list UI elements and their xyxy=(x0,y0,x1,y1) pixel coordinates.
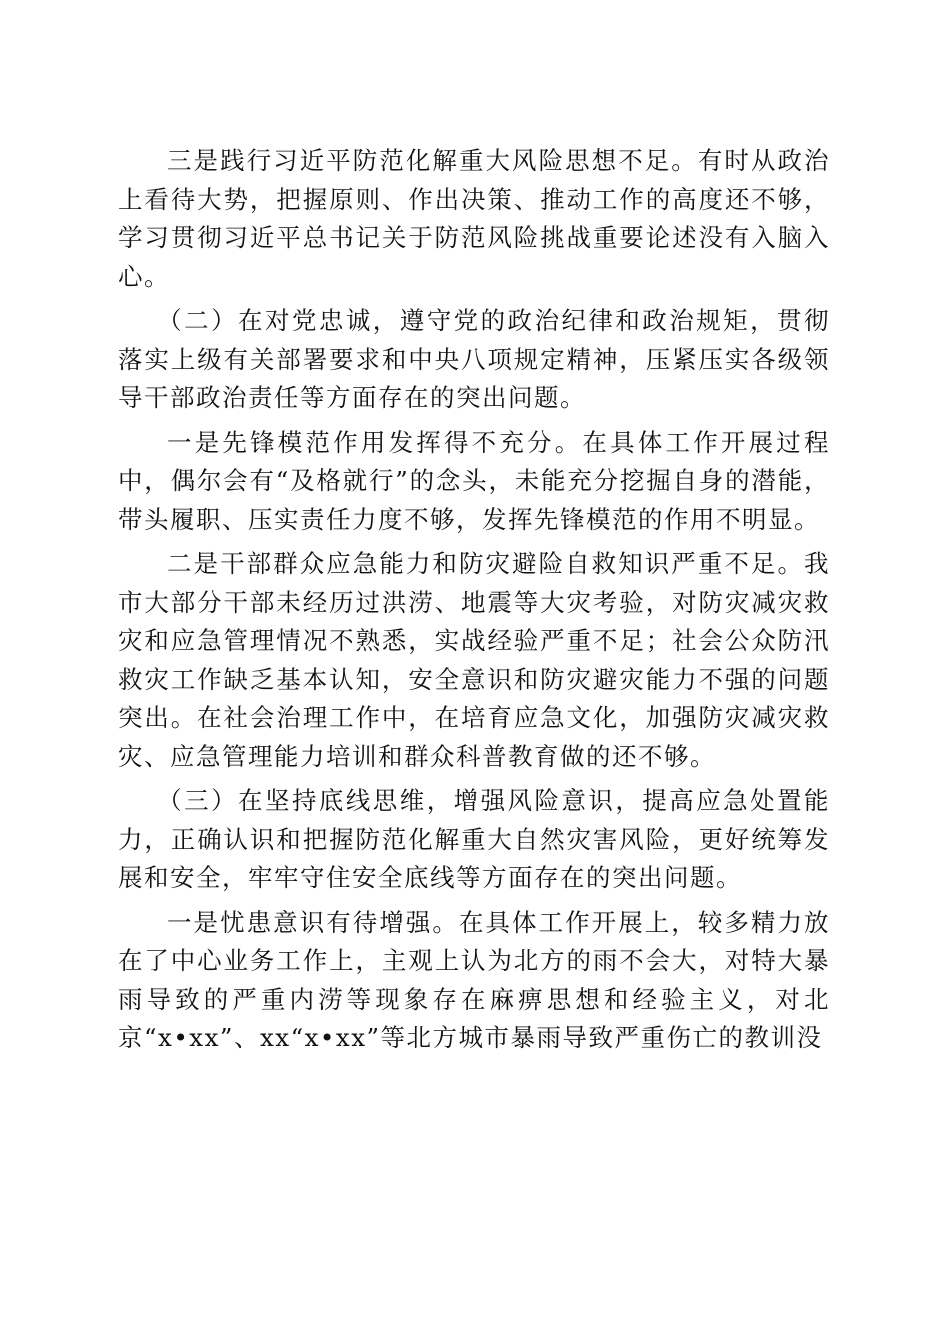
paragraph-point-three-risk-thinking: 三是践行习近平防范化解重大风险思想不足。有时从政治上看待大势，把握原则、作出决策、推动工作的高度还不够，学习贯彻习近平总书记关于防范风险挑战重要论述没有入脑入心。 xyxy=(118,146,830,291)
section-heading-three-bottom-line: （三）在坚持底线思维，增强风险意识，提高应急处置能力，正确认识和把握防范化解重大自然灾害风险，更好统筹发展和安全，牢牢守住安全底线等方面存在的突出问题。 xyxy=(118,786,830,892)
paragraph-point-one-risk-awareness: 一是忧患意识有待增强。在具体工作开展上，较多精力放在了中心业务工作上，主观上认为北方的雨不会大，对特大暴雨导致的严重内涝等现象存在麻痹思想和经验主义，对北京“x•xx”、xx“x•xx”等北方城市暴雨导致严重伤亡的教训没 xyxy=(118,907,830,1052)
section-heading-two-party-loyalty: （二）在对党忠诚，遵守党的政治纪律和政治规矩，贯彻落实上级有关部署要求和中央八项规定精神，压紧压实各级领导干部政治责任等方面存在的突出问题。 xyxy=(118,306,830,412)
paragraph-point-one-exemplary-role: 一是先锋模范作用发挥得不充分。在具体工作开展过程中，偶尔会有“及格就行”的念头，未能充分挖掘自身的潜能，带头履职、压实责任力度不够，发挥先锋模范的作用不明显。 xyxy=(118,427,830,534)
document-body xyxy=(118,142,830,1064)
paragraph-point-two-emergency-capability: 二是干部群众应急能力和防灾避险自救知识严重不足。我市大部分干部未经历过洪涝、地震等大灾考验，对防灾减灾救灾和应急管理情况不熟悉，实战经验严重不足；社会公众防汛救灾工作缺乏基本认知，安全意识和防灾避灾能力不强的问题突出。在社会治理工作中，在培育应急文化，加强防灾减灾救灾、应急管理能力培训和群众科普教育做的还不够。 xyxy=(118,549,830,771)
